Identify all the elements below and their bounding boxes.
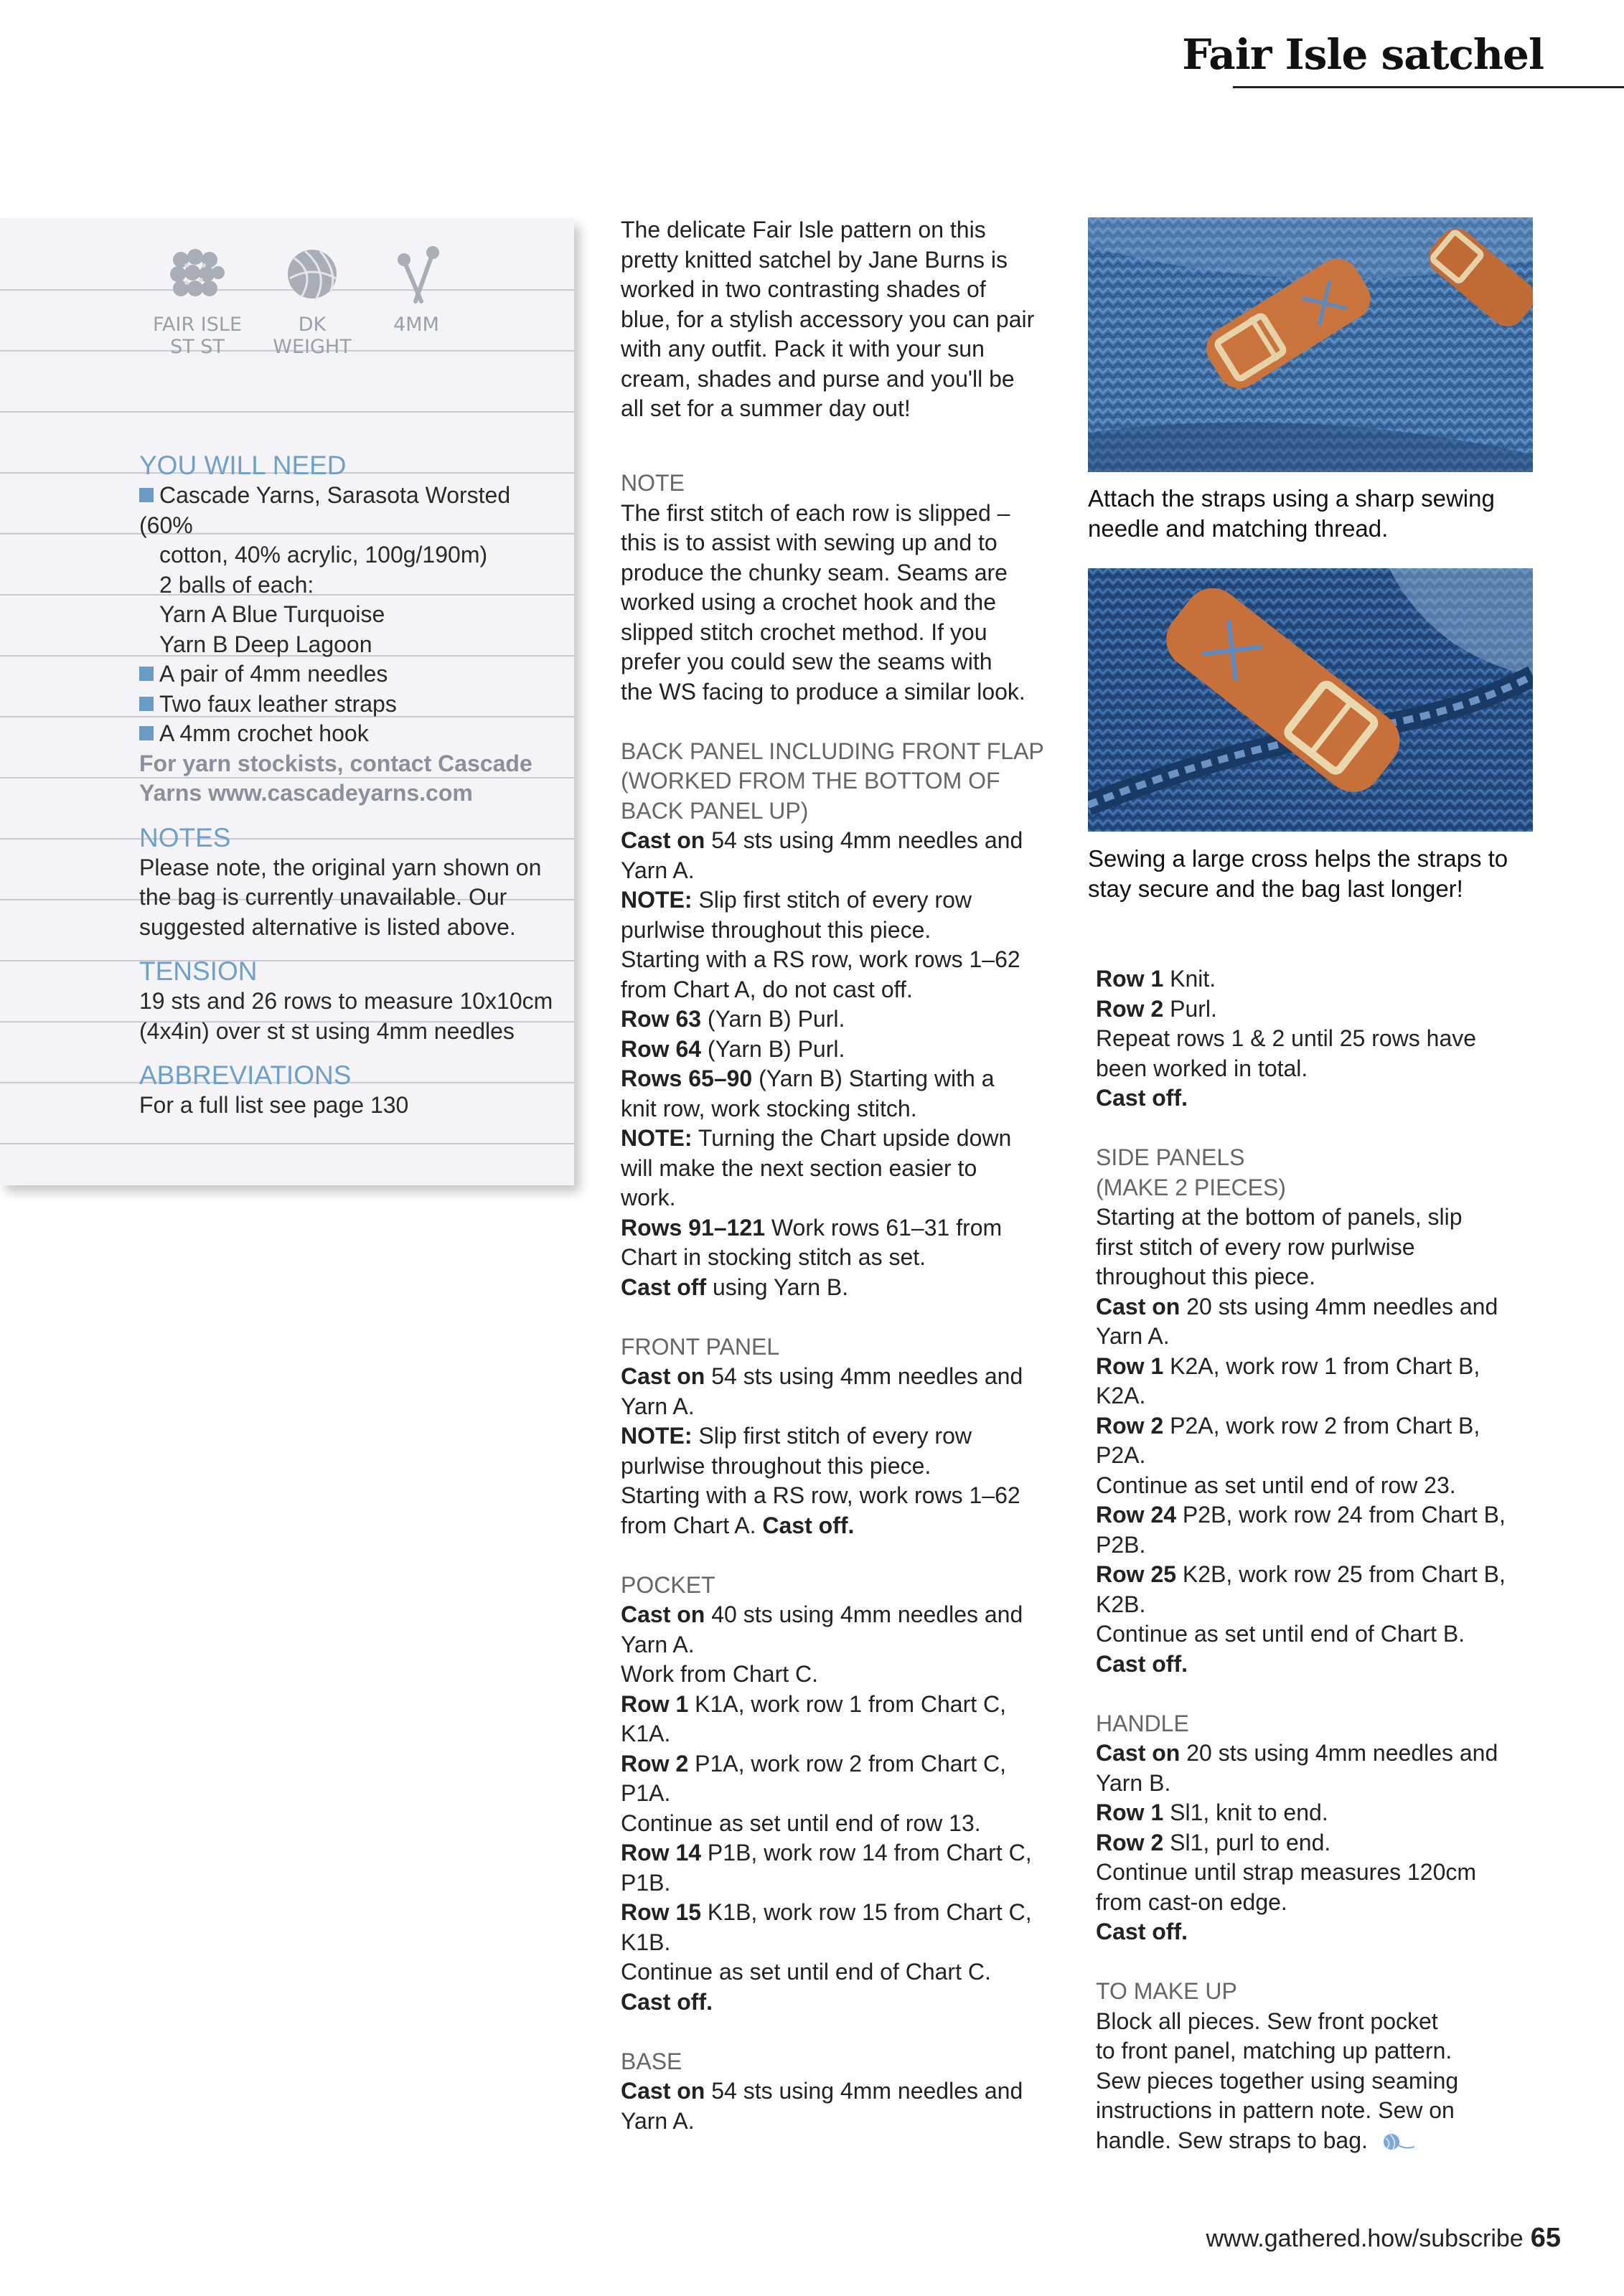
pocket-heading: POCKET xyxy=(621,1571,715,1598)
bold-term: Rows 65–90 xyxy=(621,1065,753,1091)
list-item: Cascade Yarns, Sarasota Worsted (60% xyxy=(139,481,563,540)
abbreviations-text xyxy=(139,1091,563,1121)
text-line: from Chart A, do not cast off. xyxy=(621,976,913,1002)
text-span: 54 sts using 4mm needles and xyxy=(705,827,1023,853)
text-span: 40 sts using 4mm needles and xyxy=(705,1601,1023,1627)
tension-text xyxy=(139,987,563,1046)
text-span: Purl. xyxy=(1163,995,1217,1022)
text-line: (4x4in) over st st using 4mm needles xyxy=(139,1017,515,1044)
text-span: Slip first stitch of every row xyxy=(692,1423,972,1449)
handle-heading: HANDLE xyxy=(1096,1710,1189,1736)
pattern-column-1 xyxy=(621,215,1059,2136)
pattern-column-2 xyxy=(1096,964,1541,2158)
notes-text xyxy=(139,853,563,943)
page-title: Fair Isle satchel xyxy=(1182,30,1544,79)
photo-straps-cross xyxy=(1088,568,1533,832)
bold-term: Row 2 xyxy=(621,1750,689,1777)
text-line: Yarn A. xyxy=(621,1631,695,1657)
back-panel-instructions xyxy=(621,826,1059,1302)
list-item: cotton, 40% acrylic, 100g/190m) xyxy=(159,542,488,568)
text-span: (Yarn B) Purl. xyxy=(701,1035,845,1062)
text-line: Continue as set until end of Chart B. xyxy=(1096,1621,1465,1647)
text-span: K2B, work row 25 from Chart B, xyxy=(1176,1561,1506,1587)
text-line: Yarn A. xyxy=(621,2107,695,2134)
text-line: this is to assist with sewing up and to xyxy=(621,530,998,555)
text-line: throughout this piece. xyxy=(1096,1264,1315,1289)
text-line: Yarn A. xyxy=(1096,1323,1170,1349)
icon-label: DK xyxy=(298,314,327,336)
text-line: Continue as set until end of row 23. xyxy=(1096,1472,1456,1498)
list-item: Yarn A Blue Turquoise xyxy=(159,601,385,627)
abbreviations-heading: ABBREVIATIONS xyxy=(139,1060,352,1090)
text-line: For a full list see page 130 xyxy=(139,1092,409,1118)
bold-term: Row 1 xyxy=(1096,966,1164,992)
text-line: Block all pieces. Sew front pocket xyxy=(1096,2008,1438,2034)
text-span: Slip first stitch of every row xyxy=(692,887,972,913)
text-line: Yarn A. xyxy=(621,857,695,883)
text-span: from Chart A. xyxy=(621,1512,763,1538)
bold-term: Row 2 xyxy=(1096,1412,1164,1439)
text-line: suggested alternative is listed above. xyxy=(139,913,516,940)
text-line: with any outfit. Pack it with your sun xyxy=(621,336,985,362)
text-line: K1A. xyxy=(621,1721,671,1746)
text-span: Knit. xyxy=(1163,966,1216,992)
text-line: P1A. xyxy=(621,1780,671,1806)
page-number: 65 xyxy=(1530,2223,1561,2253)
text-line: Continue as set until end of row 13. xyxy=(621,1810,981,1836)
bold-term: Row 25 xyxy=(1096,1561,1177,1587)
text-line: purlwise throughout this piece. xyxy=(621,916,931,943)
bold-term: Row 1 xyxy=(1096,1352,1164,1379)
text-line: stay secure and the bag last longer! xyxy=(1088,875,1463,902)
list-item: A 4mm crochet hook xyxy=(139,719,563,749)
bold-term: Cast on xyxy=(1096,1740,1181,1766)
text-line: pretty knitted satchel by Jane Burns is xyxy=(621,246,1008,273)
text-line: Starting with a RS row, work rows 1–62 xyxy=(621,946,1020,972)
text-line: needle and matching thread. xyxy=(1088,515,1389,542)
text-line: will make the next section easier to xyxy=(621,1154,977,1181)
intro-paragraph xyxy=(621,215,1059,424)
text-line: K1B. xyxy=(621,1929,671,1955)
text-line: P2A. xyxy=(1096,1442,1146,1468)
text-span: 54 sts using 4mm needles and xyxy=(705,1363,1023,1389)
text-line: P2B. xyxy=(1096,1531,1146,1558)
text-line: Repeat rows 1 & 2 until 25 rows have xyxy=(1096,1025,1477,1051)
bold-term: Cast on xyxy=(1096,1293,1181,1319)
list-item: A pair of 4mm needles xyxy=(139,659,563,690)
note-paragraph xyxy=(621,499,1059,707)
bold-term: Cast off xyxy=(621,1274,707,1300)
text-line: Sewing a large cross helps the straps to xyxy=(1088,845,1508,872)
text-line: to front panel, matching up pattern. xyxy=(1096,2038,1452,2064)
bold-term: Row 2 xyxy=(1096,995,1164,1022)
text-line: the bag is currently unavailable. Our xyxy=(139,884,507,910)
icon-label: FAIR ISLE xyxy=(152,314,243,336)
text-line: prefer you could sew the seams with xyxy=(621,649,992,674)
text-line: K2A. xyxy=(1096,1383,1146,1408)
bold-term: Cast off. xyxy=(1096,1919,1188,1944)
end-yarn-ball-icon xyxy=(1381,2129,1414,2159)
text-line: cream, shades and purse and you'll be xyxy=(621,365,1015,392)
photo-straps-top xyxy=(1088,217,1533,472)
side-panels-heading: (MAKE 2 PIECES) xyxy=(1096,1174,1286,1200)
text-span: P2B, work row 24 from Chart B, xyxy=(1176,1502,1506,1528)
text-span: P1A, work row 2 from Chart C, xyxy=(688,1750,1007,1777)
base-instructions xyxy=(621,2076,1059,2136)
icon-label: 4MM xyxy=(393,314,439,336)
text-line: work. xyxy=(621,1185,676,1210)
bold-term: Row 63 xyxy=(621,1006,702,1032)
text-line: Yarn A. xyxy=(621,1393,695,1419)
text-line: K2B. xyxy=(1096,1591,1146,1617)
text-span: K1B, work row 15 from Chart C, xyxy=(701,1899,1032,1925)
yarn-ball-icon xyxy=(258,244,366,358)
base-heading: BASE xyxy=(621,2048,682,2074)
footer-url[interactable]: www.gathered.how/subscribe xyxy=(1206,2225,1524,2252)
bold-term: Cast on xyxy=(621,827,705,853)
text-line: Sew pieces together using seaming xyxy=(1096,2067,1459,2094)
text-span: Sl1, purl to end. xyxy=(1163,1829,1331,1855)
make-up-instructions xyxy=(1096,2007,1541,2159)
bold-term: Rows 91–121 xyxy=(621,1214,766,1241)
bold-term: NOTE: xyxy=(621,887,693,913)
text-line: instructions in pattern note. Sew on xyxy=(1096,2097,1455,2123)
notes-heading: NOTES xyxy=(139,822,231,852)
icon-label: ST ST xyxy=(170,336,225,358)
list-item: Two faux leather straps xyxy=(139,690,563,720)
text-line: Starting at the bottom of panels, slip xyxy=(1096,1204,1463,1230)
yarn-texture-icon xyxy=(144,244,251,358)
text-line: 19 sts and 26 rows to measure 10x10cm xyxy=(139,988,553,1014)
bold-term: Row 15 xyxy=(621,1899,702,1925)
text-line: Continue until strap measures 120cm xyxy=(1096,1859,1477,1885)
text-span: Work rows 61–31 from xyxy=(765,1214,1003,1241)
text-span: 54 sts using 4mm needles and xyxy=(705,2078,1023,2104)
technique-icons xyxy=(144,244,474,359)
bold-term: Row 64 xyxy=(621,1035,702,1062)
bold-term: Cast off. xyxy=(621,1988,713,2015)
text-span: P2A, work row 2 from Chart B, xyxy=(1163,1412,1480,1439)
bold-term: Row 2 xyxy=(1096,1829,1164,1855)
card-content xyxy=(139,451,563,1121)
stockists-text: Yarns www.cascadeyarns.com xyxy=(139,780,473,806)
text-line: Starting with a RS row, work rows 1–62 xyxy=(621,1482,1020,1508)
text-line: slipped stitch crochet method. If you xyxy=(621,618,987,645)
text-line: first stitch of every row purlwise xyxy=(1096,1233,1415,1260)
bold-term: Cast on xyxy=(621,1363,705,1389)
stockists-text: For yarn stockists, contact Cascade xyxy=(139,750,532,776)
bold-term: Row 24 xyxy=(1096,1502,1177,1528)
text-line: worked using a crochet hook and the xyxy=(621,589,996,615)
icon-label: WEIGHT xyxy=(273,336,352,358)
text-span: (Yarn B) Purl. xyxy=(701,1006,845,1032)
handle-instructions xyxy=(1096,1739,1541,1947)
photo-caption-2 xyxy=(1088,844,1547,904)
text-line: been worked in total. xyxy=(1096,1055,1308,1081)
text-line: Continue as set until end of Chart C. xyxy=(621,1959,991,1985)
text-line: knit row, work stocking stitch. xyxy=(621,1095,917,1121)
text-line: Please note, the original yarn shown on xyxy=(139,854,542,880)
bold-term: Row 1 xyxy=(621,1690,689,1717)
back-panel-heading: BACK PANEL INCLUDING FRONT FLAP xyxy=(621,738,1044,764)
text-line: Work from Chart C. xyxy=(621,1661,818,1687)
text-line: P1B. xyxy=(621,1869,671,1896)
text-span: Sl1, knit to end. xyxy=(1163,1799,1328,1825)
pocket-instructions xyxy=(621,1600,1059,2017)
materials-list xyxy=(139,481,563,809)
list-item: Yarn B Deep Lagoon xyxy=(159,631,372,657)
text-span: (Yarn B) Starting with a xyxy=(752,1065,995,1091)
back-panel-heading: (WORKED FROM THE BOTTOM OF xyxy=(621,768,1000,794)
text-line: Yarn B. xyxy=(1096,1769,1171,1796)
front-panel-instructions xyxy=(621,1362,1059,1540)
text-line: from cast-on edge. xyxy=(1096,1888,1287,1915)
bold-term: Row 14 xyxy=(621,1840,702,1866)
bold-term: Cast off. xyxy=(762,1512,855,1538)
photo-caption-1 xyxy=(1088,484,1547,544)
text-span: using Yarn B. xyxy=(706,1274,849,1300)
needles-icon xyxy=(362,244,470,336)
text-span: K1A, work row 1 from Chart C, xyxy=(688,1690,1007,1717)
back-panel-heading: BACK PANEL UP) xyxy=(621,797,809,824)
text-line: The first stitch of each row is slipped – xyxy=(621,499,1010,526)
bold-term: Row 1 xyxy=(1096,1799,1164,1825)
front-panel-heading: FRONT PANEL xyxy=(621,1333,780,1360)
text-line: Attach the straps using a sharp sewing xyxy=(1088,485,1495,512)
bold-term: Cast on xyxy=(621,1601,705,1627)
text-line: blue, for a stylish accessory you can pair xyxy=(621,306,1035,332)
bold-term: Cast off. xyxy=(1096,1650,1188,1677)
text-span: K2A, work row 1 from Chart B, xyxy=(1163,1352,1480,1379)
text-span: Turning the Chart upside down xyxy=(692,1125,1012,1151)
you-will-need-heading: YOU WILL NEED xyxy=(139,451,347,480)
bold-term: NOTE: xyxy=(621,1125,693,1151)
text-line: The delicate Fair Isle pattern on this xyxy=(621,217,986,243)
bold-term: NOTE: xyxy=(621,1423,693,1449)
tension-heading: TENSION xyxy=(139,956,258,986)
text-span: P1B, work row 14 from Chart C, xyxy=(701,1840,1032,1866)
text-span: 20 sts using 4mm needles and xyxy=(1180,1740,1498,1766)
side-panels-instructions xyxy=(1096,1203,1541,1679)
note-heading: NOTE xyxy=(621,470,685,496)
text-line: the WS facing to produce a similar look. xyxy=(621,678,1025,705)
side-panels-heading: SIDE PANELS xyxy=(1096,1144,1245,1170)
text-line: purlwise throughout this piece. xyxy=(621,1452,931,1479)
make-up-heading: TO MAKE UP xyxy=(1096,1978,1237,2004)
text-line: produce the chunky seam. Seams are xyxy=(621,559,1008,585)
text-line: worked in two contrasting shades of xyxy=(621,276,986,302)
title-rule xyxy=(1233,86,1624,88)
text-line: Chart in stocking stitch as set. xyxy=(621,1244,926,1270)
text-span: handle. Sew straps to bag. xyxy=(1096,2127,1368,2153)
text-span: 20 sts using 4mm needles and xyxy=(1180,1293,1498,1319)
list-item: 2 balls of each: xyxy=(159,571,314,598)
bold-term: Cast off. xyxy=(1096,1085,1188,1111)
bold-term: Cast on xyxy=(621,2078,705,2104)
text-line: all set for a summer day out! xyxy=(621,395,911,421)
base-continued xyxy=(1096,964,1541,1114)
page-footer xyxy=(1206,2223,1561,2254)
